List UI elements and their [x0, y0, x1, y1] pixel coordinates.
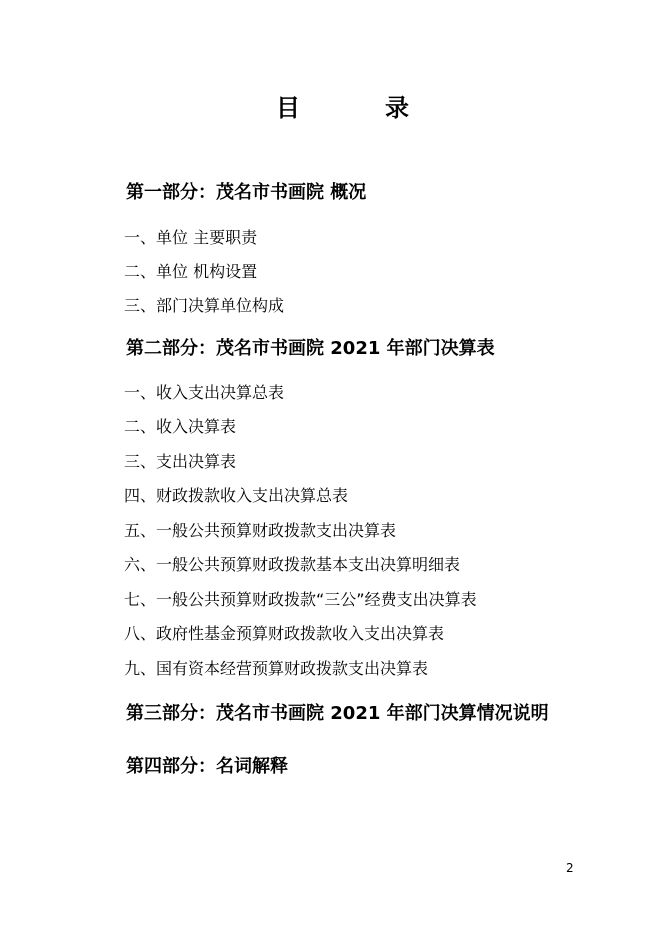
toc-title-char-2: 录: [385, 94, 409, 122]
part-2-item-9: 九、国有资本经营预算财政拨款支出决算表: [124, 659, 429, 678]
toc-title: [0, 92, 662, 124]
part-2-heading: 第二部分：茂名市书画院 2021 年部门决算表: [126, 338, 495, 359]
part-1-item-2: 二、单位 机构设置: [124, 262, 258, 281]
part-2-item-5: 五、一般公共预算财政拨款支出决算表: [124, 521, 397, 540]
part-3-heading: 第三部分：茂名市书画院 2021 年部门决算情况说明: [126, 703, 549, 724]
part-2-item-8: 八、政府性基金预算财政拨款收入支出决算表: [124, 624, 445, 643]
part-2-item-4: 四、财政拨款收入支出决算总表: [124, 486, 349, 505]
part-1-item-3: 三、部门决算单位构成: [124, 296, 285, 315]
part-4-heading: 第四部分：名词解释: [126, 756, 288, 777]
part-2-item-6: 六、一般公共预算财政拨款基本支出决算明细表: [124, 555, 461, 574]
part-1-heading: 第一部分：茂名市书画院 概况: [126, 182, 367, 203]
part-2-item-3: 三、支出决算表: [124, 452, 237, 471]
page-number: 2: [566, 861, 574, 875]
part-1-item-1: 一、单位 主要职责: [124, 228, 258, 247]
part-2-item-2: 二、收入决算表: [124, 417, 237, 436]
part-2-item-1: 一、收入支出决算总表: [124, 383, 285, 402]
part-2-item-7: 七、一般公共预算财政拨款“三公”经费支出决算表: [124, 590, 477, 609]
toc-title-char-1: 目: [276, 94, 300, 122]
